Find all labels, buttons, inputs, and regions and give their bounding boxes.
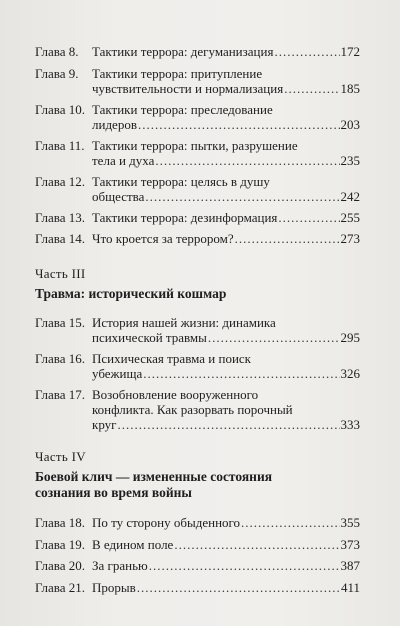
chapter-title [92,537,360,552]
page-number: 295 [340,330,360,345]
dot-leader [174,537,339,552]
dot-leader [274,44,339,59]
chapter-number: Глава 20. [35,558,86,573]
chapter-title-text: История нашей жизни: динамика [92,315,276,330]
chapter-title-text: Тактики террора: пытки, разрушение [92,138,298,153]
part-3-label: Часть III [35,266,86,281]
dot-leader [208,330,340,345]
chapter-title [92,580,360,595]
part-3-title [35,286,365,302]
chapter-title-line [92,558,360,573]
page-number: 333 [340,417,360,432]
chapter-title-line [92,66,360,81]
chapter-number: Глава 16. [35,351,86,366]
page-number: 203 [340,117,360,132]
chapter-title-line [92,153,360,168]
chapter-title-line [92,330,360,345]
chapter-title-text: Прорыв [92,580,136,595]
chapter-title-line [92,117,360,132]
part-4-title [35,469,365,501]
page-number: 387 [340,558,360,573]
chapter-number: Глава 14. [35,231,86,246]
chapter-title-line [92,366,360,381]
chapter-number: Глава 9. [35,66,79,81]
part-3-title-line: Травма: исторический кошмар [35,286,227,301]
chapter-title [92,210,360,225]
chapter-title-text: психической травмы [92,330,207,345]
chapter-title-line [92,515,360,530]
chapter-title [92,66,360,96]
dot-leader [138,117,340,132]
chapter-number: Глава 11. [35,138,85,153]
dot-leader [235,231,340,246]
dot-leader [284,81,339,96]
chapter-title [92,44,360,59]
chapter-title-line [92,102,360,117]
chapter-title-line [92,387,360,402]
page-number: 355 [340,515,360,530]
chapter-number: Глава 21. [35,580,86,595]
page-number: 411 [340,580,360,595]
chapter-number: Глава 18. [35,515,86,530]
dot-leader [145,189,339,204]
page-number: 255 [340,210,360,225]
dot-leader [241,515,339,530]
chapter-title-line [92,580,360,595]
page-number: 273 [340,231,360,246]
chapter-title-line [92,231,360,246]
chapter-title [92,558,360,573]
chapter-title-line [92,402,360,417]
chapter-title-text: тела и духа [92,153,155,168]
chapter-title [92,102,360,132]
chapter-title-line [92,138,360,153]
dot-leader [117,417,339,432]
chapter-title [92,174,360,204]
chapter-title-text: Тактики террора: дезинформация [92,210,278,225]
chapter-title-line [92,44,360,59]
chapter-number: Глава 12. [35,174,86,189]
chapter-title [92,351,360,381]
chapter-title-text: круг [92,417,117,432]
chapter-number: Глава 17. [35,387,86,402]
chapter-number: Глава 19. [35,537,86,552]
chapter-title-text: конфликта. Как разорвать порочный [92,402,293,417]
chapter-title-text: убежища [92,366,143,381]
chapter-title-text: Психическая травма и поиск [92,351,251,366]
part-4-label: Часть IV [35,449,86,464]
chapter-title-line [92,81,360,96]
chapter-title-text: В едином поле [92,537,174,552]
dot-leader [278,210,339,225]
chapter-title-line [92,417,360,432]
chapter-title-text: общества [92,189,145,204]
chapter-number: Глава 13. [35,210,86,225]
chapter-title-line [92,351,360,366]
chapter-title-text: Что кроется за террором? [92,231,234,246]
chapter-number: Глава 10. [35,102,86,117]
page-number: 326 [340,366,360,381]
page-number: 242 [340,189,360,204]
page-number: 235 [340,153,360,168]
chapter-title-line [92,174,360,189]
page-number: 172 [340,44,360,59]
chapter-title-text: Тактики террора: дегуманизация [92,44,274,59]
chapter-title-line [92,189,360,204]
chapter-number: Глава 15. [35,315,86,330]
chapter-title-text: чувствительности и нормализация [92,81,284,96]
dot-leader [149,558,340,573]
chapter-title [92,387,360,432]
chapter-title-text: За гранью [92,558,148,573]
page-number: 185 [340,81,360,96]
chapter-title-line [92,537,360,552]
chapter-number: Глава 8. [35,44,79,59]
page-number: 373 [340,537,360,552]
dot-leader [137,580,340,595]
chapter-title-text: Тактики террора: притупление [92,66,263,81]
part-4-title-line: Боевой клич — измененные состояния [35,469,273,484]
chapter-title [92,315,360,345]
chapter-title-text: Тактики террора: преследование [92,102,273,117]
chapter-title-text: По ту сторону обыденного [92,515,241,530]
chapter-title-text: Тактики террора: целясь в душу [92,174,270,189]
chapter-title-text: Возобновление вооруженного [92,387,259,402]
chapter-title [92,231,360,246]
chapter-title [92,515,360,530]
dot-leader [155,153,339,168]
chapter-title [92,138,360,168]
part-4-title-line: сознания во время войны [35,485,192,500]
chapter-title-line [92,210,360,225]
dot-leader [143,366,339,381]
chapter-title-text: лидеров [92,117,137,132]
chapter-title-line [92,315,360,330]
